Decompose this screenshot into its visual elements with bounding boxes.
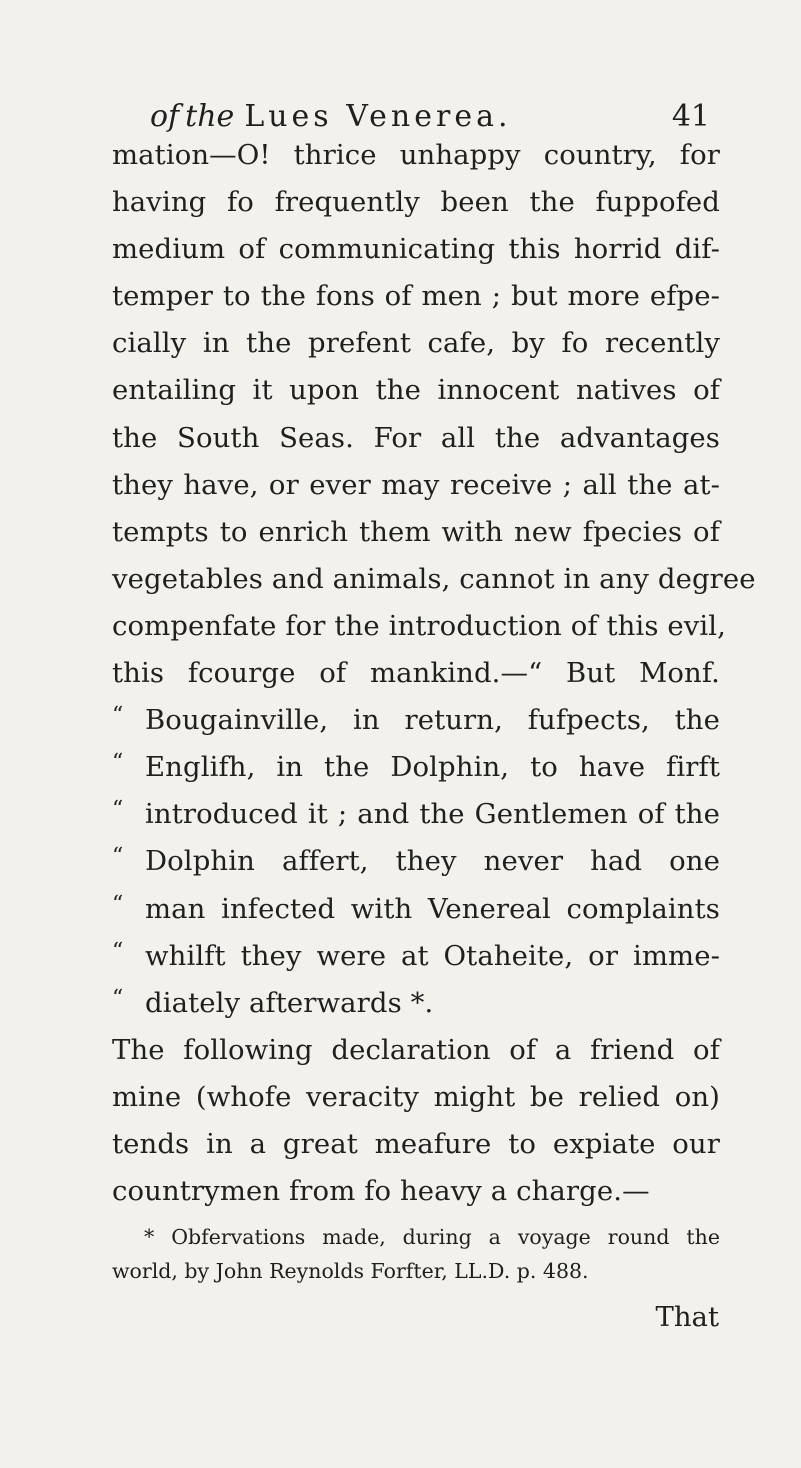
text-line bbox=[112, 744, 720, 791]
line-text: introduced it ; and the Gentlemen of the bbox=[145, 798, 720, 831]
text-line bbox=[112, 367, 720, 414]
line-text: countrymen from fo heavy a charge.— bbox=[112, 1175, 650, 1208]
catchword: That bbox=[655, 1301, 719, 1333]
header-of: of bbox=[150, 99, 180, 134]
quote-mark: “ bbox=[112, 750, 124, 776]
page-number: 41 bbox=[671, 99, 710, 134]
footnote-line: * Obfervations made, during a voyage round the bbox=[144, 1225, 720, 1249]
line-text: vegetables and animals, cannot in any degree bbox=[112, 562, 756, 595]
footnote-line: world, by John Reynolds Forfter, LL.D. p. 488. bbox=[112, 1259, 589, 1283]
quote-mark: “ bbox=[112, 844, 124, 870]
quote-mark: “ bbox=[112, 703, 124, 729]
footnote bbox=[112, 1220, 720, 1288]
text-line bbox=[112, 1121, 720, 1168]
line-text: Bougainville, in return, fufpects, the bbox=[145, 704, 720, 737]
quote-mark: “ bbox=[112, 985, 124, 1011]
text-line bbox=[112, 697, 720, 744]
line-text: tends in a great meafure to expiate our bbox=[112, 1127, 720, 1160]
text-line bbox=[112, 980, 720, 1027]
line-text: whilft they were at Otaheite, or imme- bbox=[145, 939, 720, 972]
line-text: temper to the fons of men ; but more efpe- bbox=[112, 280, 720, 313]
line-text: mation—O! thrice unhappy country, for bbox=[112, 139, 720, 171]
line-text: the South Seas. For all the advantages bbox=[112, 421, 720, 454]
line-text: man infected with Venereal complaints bbox=[145, 892, 720, 925]
quote-mark: “ bbox=[112, 938, 124, 964]
text-line bbox=[112, 320, 720, 367]
text-line bbox=[112, 838, 720, 885]
text-line bbox=[112, 179, 720, 226]
line-text: medium of communicating this horrid dif- bbox=[112, 233, 720, 266]
text-line bbox=[112, 933, 720, 980]
line-text: this fcourge of mankind.—“ But Monf. bbox=[112, 657, 720, 690]
header-title: Lues Venerea. bbox=[244, 99, 512, 134]
quote-mark: “ bbox=[112, 891, 124, 917]
text-line bbox=[112, 603, 727, 650]
text-line bbox=[112, 415, 720, 462]
line-text: Dolphin affert, they never had one bbox=[145, 845, 720, 878]
text-line bbox=[112, 1168, 720, 1215]
text-line bbox=[112, 886, 720, 933]
line-text: tempts to enrich them with new fpecies of bbox=[112, 515, 720, 548]
line-text: having fo frequently been the fuppofed bbox=[112, 186, 720, 219]
line-text: entailing it upon the innocent natives of bbox=[112, 374, 720, 407]
line-text: The following declaration of a friend of bbox=[112, 1033, 720, 1066]
line-text: Englifh, in the Dolphin, to have firft bbox=[145, 751, 720, 784]
header-the: the bbox=[185, 99, 235, 134]
body-text bbox=[112, 132, 756, 1215]
text-line bbox=[112, 509, 720, 556]
text-line bbox=[112, 650, 720, 697]
text-line bbox=[112, 273, 720, 320]
quote-mark: “ bbox=[112, 797, 124, 823]
line-text: cially in the prefent cafe, by fo recently bbox=[112, 327, 720, 360]
text-line bbox=[112, 226, 720, 273]
line-text: mine (whofe veracity might be relied on) bbox=[112, 1080, 720, 1113]
text-line bbox=[112, 791, 720, 838]
line-text: compenfate for the introduction of this evil, bbox=[112, 609, 727, 642]
line-text: diately afterwards *. bbox=[145, 986, 434, 1019]
text-line bbox=[112, 132, 720, 179]
text-line bbox=[112, 462, 720, 509]
line-text: they have, or ever may receive ; all the at- bbox=[112, 468, 720, 501]
text-line bbox=[112, 1074, 720, 1121]
text-line bbox=[112, 1027, 720, 1074]
text-line bbox=[112, 556, 756, 603]
